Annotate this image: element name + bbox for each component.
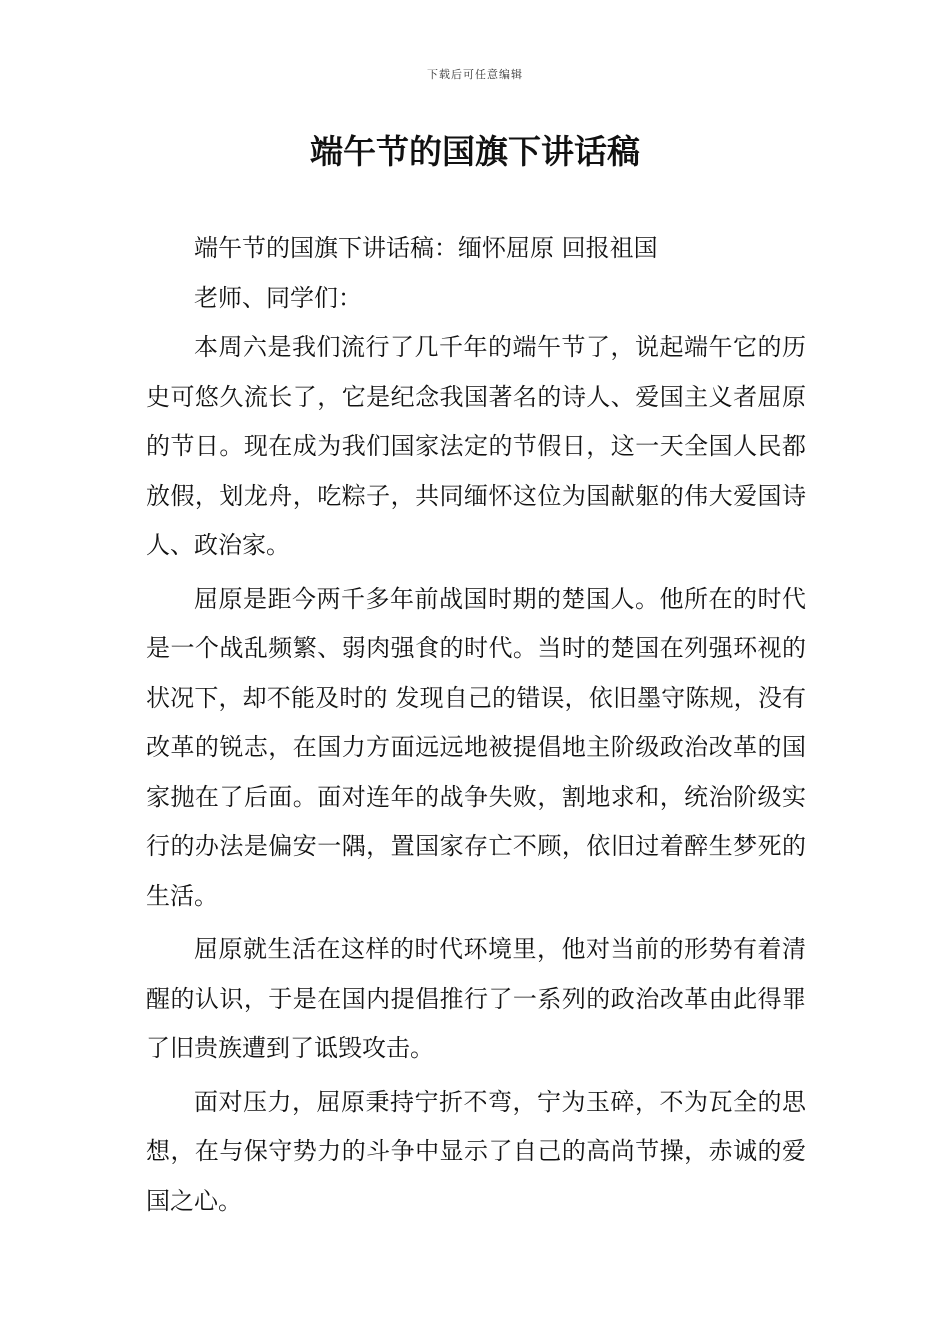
subtitle-paragraph: 端午节的国旗下讲话稿：缅怀屈原 回报祖国: [194, 234, 658, 262]
body-paragraph: 屈原是距今两千多年前战国时期的楚国人。他所在的时代是一个战乱频繁、弱肉强食的时代。当时的楚国在列强环视的状况下，却不能及时的 发现自己的错误，依旧墨守陈规，没有改革的锐志，在国力方面远远地被提倡地主阶级政治改革的国家抛在了后面。面对连年的战争失败，割地求和，统治阶级实行的办法是偏安一隅，置国家存亡不顾，依旧过着醉生梦死的生活。: [146, 584, 806, 910]
greeting-paragraph: 老师、同学们：: [194, 283, 362, 312]
document-title: 端午节的国旗下讲话稿: [310, 132, 640, 171]
body-paragraph: 本周六是我们流行了几千年的端午节了，说起端午它的历史可悠久流长了，它是纪念我国著名的诗人、爱国主义者屈原的节日。现在成为我们国家法定的节假日，这一天全国人民都放假，划龙舟，吃粽子，共同缅怀这位为国献躯的伟大爱国诗人、政治家。: [146, 333, 806, 559]
document-body: [146, 224, 806, 1226]
header-note: 下载后可任意编辑: [427, 68, 523, 81]
body-paragraph: 屈原就生活在这样的时代环境里，他对当前的形势有着清醒的认识，于是在国内提倡推行了一系列的政治改革由此得罪了旧贵族遭到了诋毁攻击。: [146, 935, 806, 1062]
body-paragraph: 面对压力，屈原秉持宁折不弯，宁为玉碎，不为瓦全的思想，在与保守势力的斗争中显示了自己的高尚节操，赤诚的爱国之心。: [146, 1087, 806, 1215]
